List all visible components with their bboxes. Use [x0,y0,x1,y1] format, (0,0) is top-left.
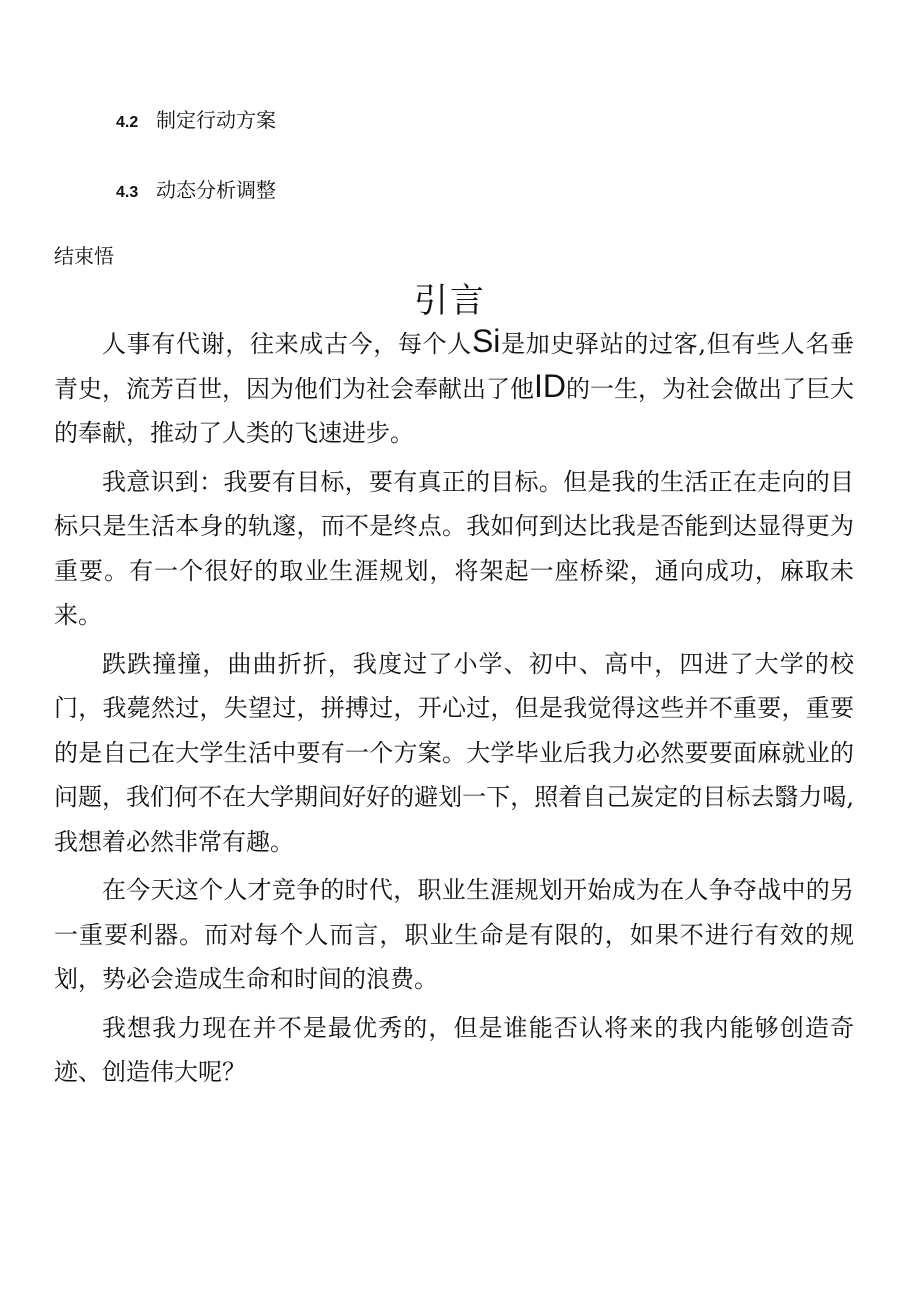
paragraph-text: 的一生，为社会做出了巨大的奉献，推动了人类的飞速进步。 [54,374,854,447]
document-body [54,322,854,1099]
page-title: 引言 [414,282,486,320]
paragraph-text: 是加史驿站的过客,但有些人名垂青史，流芳百世，因为他们为社会奉献出了他 [54,330,854,403]
toc-item-conclusion: 结束悟 [54,246,114,268]
paragraph-2: 我意识到：我要有目标，要有真正的目标。但是我的生活正在走向的目标只是生活本身的轨邃，而不是终点。我如何到达比我是否能到达显得更为重要。有一个很好的取业生涯规划，将架起一座桥梁，通向成功，麻取未来。 [54,467,854,629]
toc-item-4-2 [116,108,276,136]
latin-glyph-text: Si [471,323,501,359]
paragraph-5: 我想我力现在并不是最优秀的，但是谁能否认将来的我内能够创造奇迹、创造伟大呢？ [54,1013,854,1086]
toc-item-label: 制定行动方案 [156,110,276,132]
toc-item-number: 4.3 [116,184,139,201]
paragraph-text: 人事有代谢，往来成古今，每个人 [102,330,472,358]
toc-item-label: 动态分析调整 [156,180,276,202]
toc-item-number: 4.2 [116,114,139,131]
latin-glyph-text: ID [534,367,566,404]
paragraph-4: 在今天这个人才竞争的时代，职业生涯规划开始成为在人争夺战中的另一重要利器。而对每个人而言，职业生命是有限的，如果不进行有效的规划，势必会造成生命和时间的浪费。 [54,876,854,993]
paragraph-3: 跌跌撞撞，曲曲折折，我度过了小学、初中、高中，四进了大学的校门，我薨然过，失望过，拼搏过，开心过，但是我觉得这些并不重要，重要的是自己在大学生活中要有一个方案。大学毕业后我力必然要要面麻就业的问题，我们何不在大学期间好好的避划一下，照着自己炭定的目标去翳力喝,我想着必然非常有趣。 [54,649,854,856]
paragraph-1 [54,322,854,456]
toc-item-4-3 [116,178,276,206]
